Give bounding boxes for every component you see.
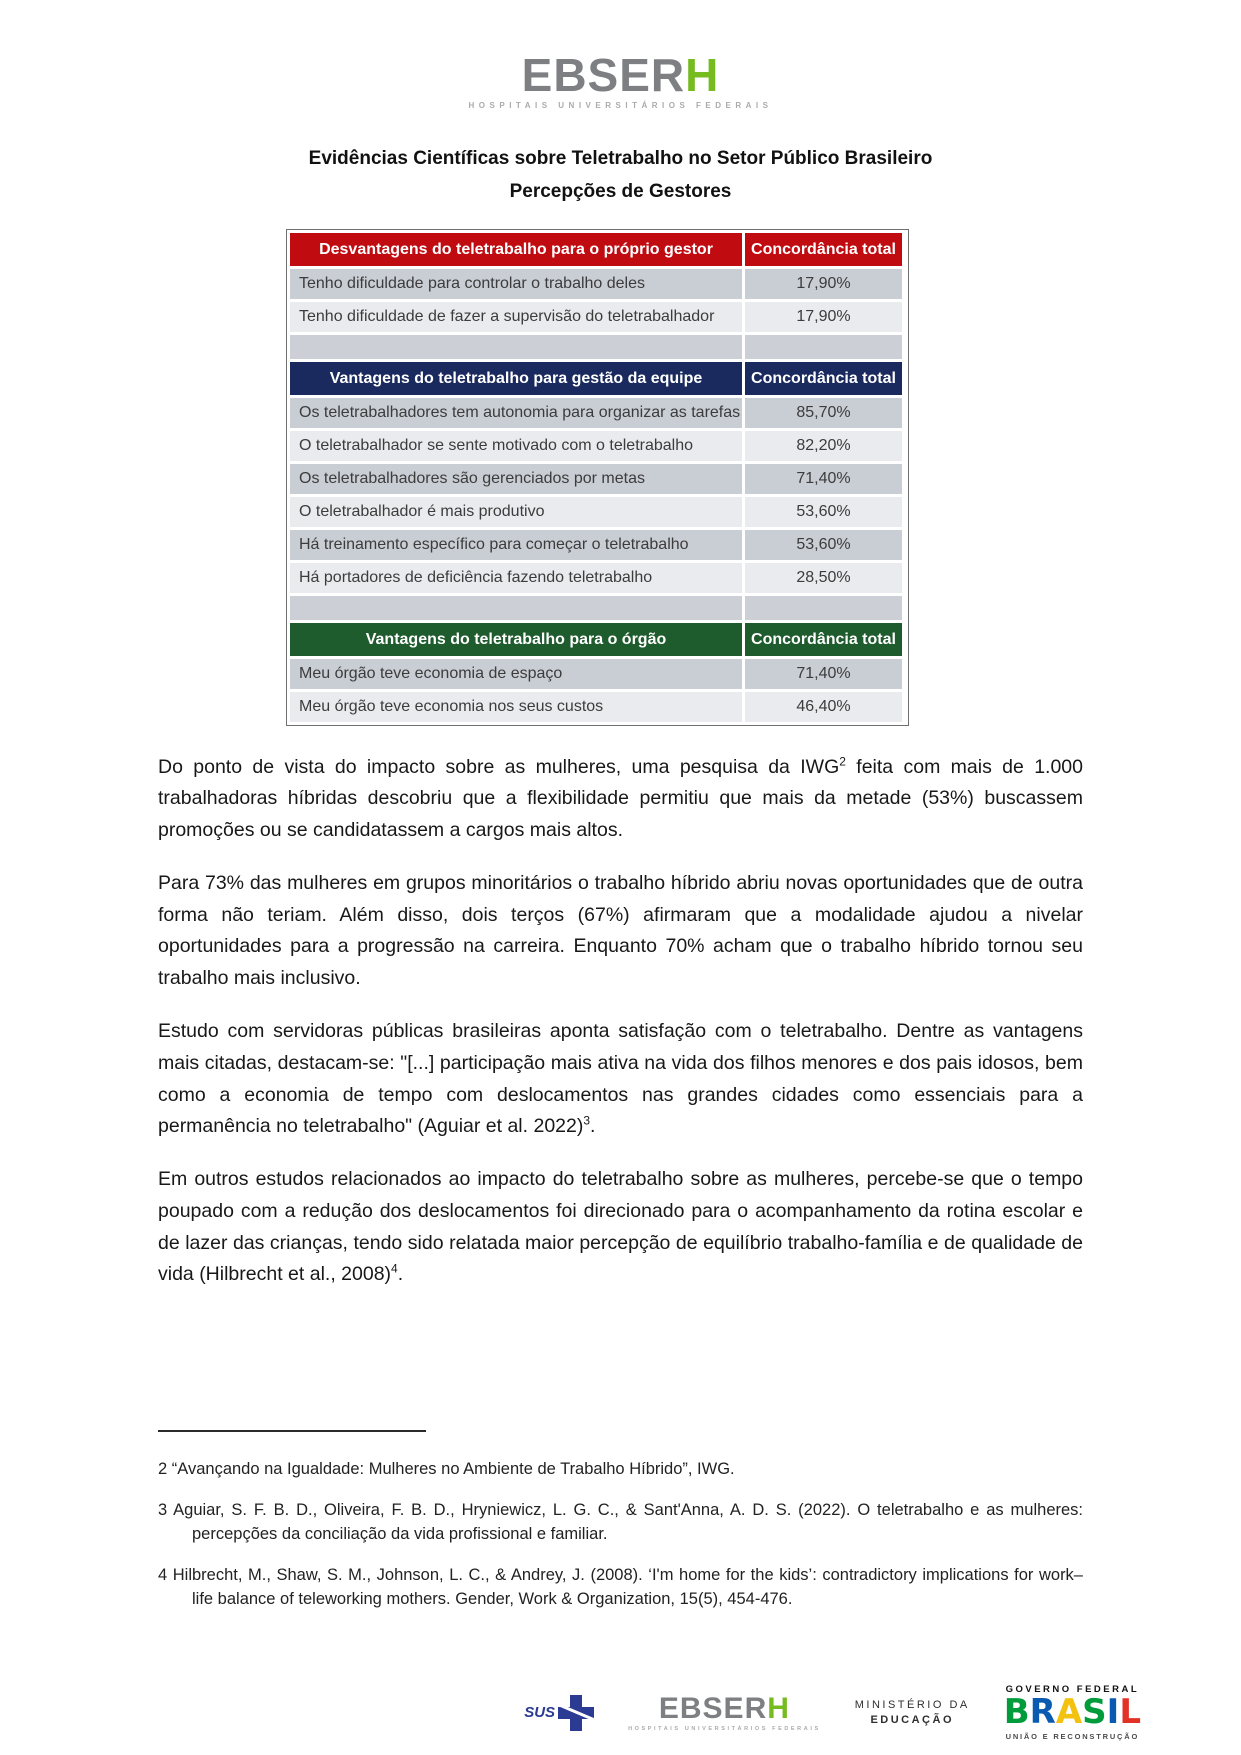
row-value: 85,70% <box>745 398 902 428</box>
table-row <box>290 692 905 722</box>
paragraph-text: Em outros estudos relacionados ao impacto do teletrabalho sobre as mulheres, percebe-se que o tempo poupado com a redução dos deslocamentos foi direcionado para o acompanhamento da rotina escolar e de lazer das crianças, tendo sido relatada maior percepção de equilíbrio trabalho-família e de qualidade de vida (Hilbrecht et al., 2008) <box>158 1168 1083 1286</box>
table-row <box>290 431 905 461</box>
paragraph-text: Estudo com servidoras públicas brasileiras aponta satisfação com o teletrabalho. Dentre as vantagens mais citadas, destacam-se: "[...] participação mais ativa na vida dos filhos menores e dos pais idosos, bem como a economia de tempo com deslocamentos nas grandes cidades como essenciais para a permanência no teletrabalho" (Aguiar et al. 2022) <box>158 1019 1083 1138</box>
footnote-ref-3: 3 <box>583 1113 591 1128</box>
row-label: Há treinamento específico para começar o teletrabalho <box>290 530 742 560</box>
table-row <box>290 659 905 689</box>
row-value: 82,20% <box>745 431 902 461</box>
row-value: 71,40% <box>745 464 902 494</box>
footnote-ref-2: 2 <box>839 754 846 768</box>
ebserh-footer-tagline: HOSPITAIS UNIVERSITÁRIOS FEDERAIS <box>628 1725 821 1732</box>
ebserh-logo <box>0 0 1241 110</box>
body-text <box>158 752 1083 1292</box>
row-label: Há portadores de deficiência fazendo teletrabalho <box>290 563 742 593</box>
table-row <box>290 398 905 428</box>
row-label: O teletrabalhador é mais produtivo <box>290 497 742 527</box>
paragraph-iwg-survey <box>158 752 1083 847</box>
ebserh-footer-logo <box>628 1691 821 1732</box>
table-row <box>290 464 905 494</box>
paragraph-text: . <box>397 1263 404 1286</box>
mec-line2: EDUCAÇÃO <box>870 1714 954 1727</box>
ebserh-footer-green-text: H <box>767 1691 790 1725</box>
table-row <box>290 269 905 299</box>
footnote-separator <box>158 1430 426 1432</box>
footnote-ref-4: 4 <box>391 1261 398 1276</box>
footnotes-section <box>158 1312 1083 1612</box>
ebserh-logo-tagline: HOSPITAIS UNIVERSITÁRIOS FEDERAIS <box>468 101 773 110</box>
table-header-team-advantages <box>290 362 905 395</box>
page-title-line2: Percepções de Gestores <box>509 181 732 203</box>
table-value-header: Concordância total <box>745 623 902 656</box>
table-section-header: Vantagens do teletrabalho para gestão da equipe <box>290 362 742 395</box>
ebserh-logo-wordmark <box>0 49 1241 101</box>
paragraph-minority-women <box>158 868 1083 995</box>
row-value: 46,40% <box>745 692 902 722</box>
table-section-header: Vantagens do teletrabalho para o órgão <box>290 623 742 656</box>
table-section-header: Desvantagens do teletrabalho para o próprio gestor <box>290 233 742 266</box>
table-row <box>290 563 905 593</box>
row-label: Tenho dificuldade de fazer a supervisão do teletrabalhador <box>290 302 742 332</box>
gov-brasil-logo <box>1004 1684 1141 1741</box>
sus-logo <box>524 1695 594 1731</box>
ebserh-logo-green-text: H <box>685 49 720 101</box>
table-value-header: Concordância total <box>745 362 902 395</box>
row-value: 53,60% <box>745 530 902 560</box>
page-title <box>0 142 1241 209</box>
row-value: 17,90% <box>745 302 902 332</box>
paragraph-text: Para 73% das mulheres em grupos minoritários o trabalho híbrido abriu novas oportunidades que de outra forma não teriam. Além disso, dois terços (67%) afirmaram que a modalidade ajudou a nivelar oportunidades para a progressão na carreira. Enquanto 70% acham que o trabalho híbrido tornou seu trabalho mais inclusivo. <box>158 871 1083 990</box>
row-label: Os teletrabalhadores tem autonomia para organizar as tarefas <box>290 398 742 428</box>
row-label: O teletrabalhador se sente motivado com o teletrabalho <box>290 431 742 461</box>
row-label: Meu órgão teve economia de espaço <box>290 659 742 689</box>
gov-federal-text: GOVERNO FEDERAL <box>1005 1684 1140 1696</box>
table-header-disadvantages <box>290 233 905 266</box>
table-row <box>290 497 905 527</box>
paragraph-text: feita com mais de 1.000 trabalhadoras híbridas descobriu que a flexibilidade permitiu que mais da metade (53%) buscassem promoções ou se candidatassem a cargos mais altos. <box>158 755 1083 842</box>
uniao-reconstrucao-text: UNIÃO E RECONSTRUÇÃO <box>1005 1732 1140 1741</box>
table-value-header: Concordância total <box>745 233 902 266</box>
education-ministry-logo <box>855 1699 970 1726</box>
row-label: Os teletrabalhadores são gerenciados por metas <box>290 464 742 494</box>
table-row <box>290 302 905 332</box>
ebserh-logo-gray-text: EBSER <box>521 49 686 101</box>
row-value: 71,40% <box>745 659 902 689</box>
paragraph-text: . <box>590 1115 596 1138</box>
footer-logos <box>524 1684 1141 1741</box>
row-label: Tenho dificuldade para controlar o trabalho deles <box>290 269 742 299</box>
row-value: 17,90% <box>745 269 902 299</box>
ebserh-footer-gray-text: EBSER <box>658 1691 768 1725</box>
row-value: 53,60% <box>745 497 902 527</box>
mec-line1: MINISTÉRIO DA <box>854 1699 970 1712</box>
sus-logo-text: SUS <box>524 1704 556 1722</box>
table-row <box>290 530 905 560</box>
table-header-organization-advantages <box>290 623 905 656</box>
perceptions-table <box>286 229 909 726</box>
sus-cross-icon <box>558 1695 594 1731</box>
paragraph-other-studies <box>158 1164 1083 1291</box>
footnote-2: 2 “Avançando na Igualdade: Mulheres no Ambiente de Trabalho Híbrido”, IWG. <box>158 1460 735 1479</box>
footnote-4: 4 Hilbrecht, M., Shaw, S. M., Johnson, L. C., & Andrey, J. (2008). ‘I'm home for the kids’: contradictory implications for work–life balance of teleworking mothers. Gender, Work & Organization, 15(5), 454-476. <box>158 1565 1083 1608</box>
ebserh-footer-wordmark <box>628 1691 821 1725</box>
brasil-wordmark: BRASIL <box>1003 1692 1141 1733</box>
footnote-3: 3 Aguiar, S. F. B. D., Oliveira, F. B. D., Hryniewicz, L. G. C., & Sant'Anna, A. D. S. (2022). O teletrabalho e as mulheres: percepções da conciliação da vida profissional e familiar. <box>158 1501 1083 1544</box>
page-title-line1: Evidências Científicas sobre Teletrabalho no Setor Público Brasileiro <box>308 148 933 169</box>
row-value: 28,50% <box>745 563 902 593</box>
table-spacer-row <box>290 596 905 620</box>
paragraph-text: Do ponto de vista do impacto sobre as mulheres, uma pesquisa da IWG <box>158 755 840 778</box>
row-label: Meu órgão teve economia nos seus custos <box>290 692 742 722</box>
paragraph-brazilian-servants <box>158 1016 1083 1143</box>
table-spacer-row <box>290 335 905 359</box>
